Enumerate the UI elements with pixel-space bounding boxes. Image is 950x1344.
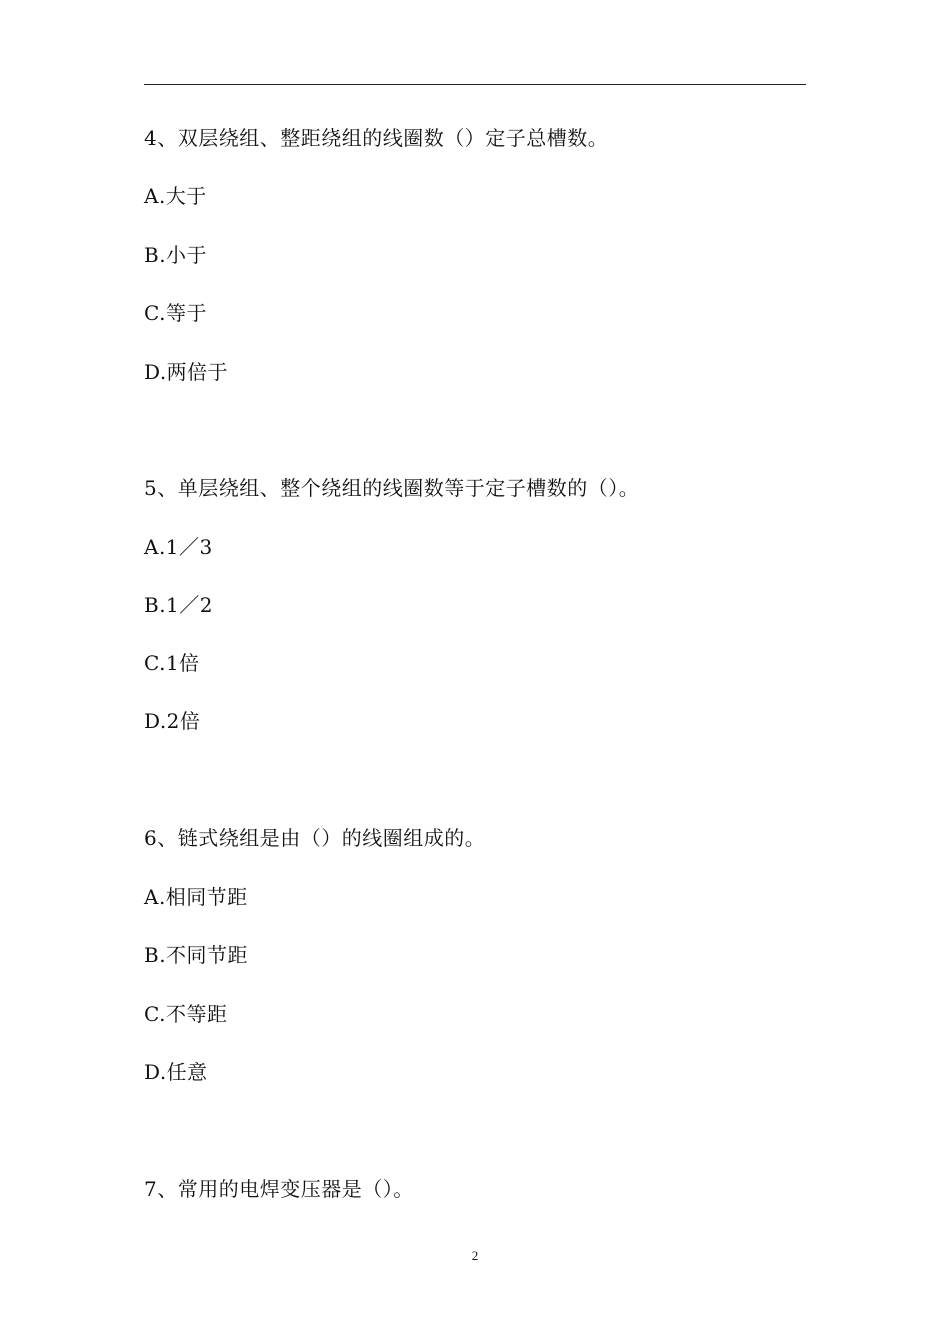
option-a: A.1／3 [144, 535, 213, 559]
option-d: D.2倍 [144, 709, 201, 733]
option-a: A.相同节距 [144, 885, 248, 909]
question-stem: 4、双层绕组、整距绕组的线圈数（）定子总槽数。 [144, 126, 609, 150]
option-c: C.等于 [144, 301, 207, 325]
option-b: B.1／2 [144, 593, 214, 617]
header-rule [144, 84, 806, 85]
question-stem: 6、链式绕组是由（）的线圈组成的。 [144, 826, 486, 850]
option-b: B.不同节距 [144, 943, 249, 967]
question-stem: 7、常用的电焊变压器是（）。 [144, 1177, 414, 1201]
option-c: C.1倍 [144, 651, 200, 675]
option-a: A.大于 [144, 184, 207, 208]
page-number: 2 [471, 1248, 479, 1263]
option-c: C.不等距 [144, 1002, 228, 1026]
option-d: D.任意 [144, 1060, 208, 1084]
question-stem: 5、单层绕组、整个绕组的线圈数等于定子槽数的（）。 [144, 476, 640, 500]
option-d: D.两倍于 [144, 360, 229, 384]
option-b: B.小于 [144, 243, 208, 267]
